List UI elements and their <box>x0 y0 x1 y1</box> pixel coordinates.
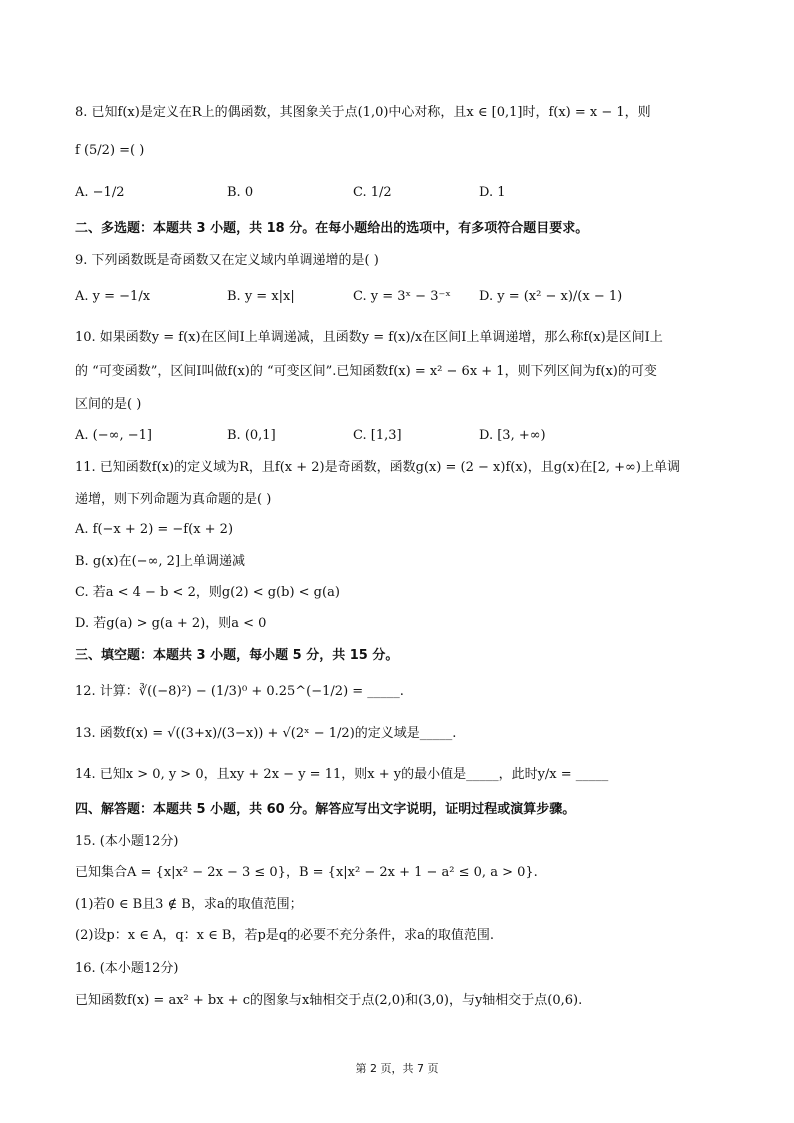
q11-option-a: A. f(−x + 2) = −f(x + 2) <box>75 522 234 537</box>
q8-option-c: C. 1/2 <box>353 185 392 200</box>
q14-stem: 14. 已知x > 0, y > 0，且xy + 2x − y = 11，则x + y的最小值是_____，此时y/x = _____ <box>75 767 609 782</box>
q9-option-d: D. y = (x² − x)/(x − 1) <box>479 289 623 304</box>
q11-option-c: C. 若a < 4 − b < 2，则g(2) < g(b) < g(a) <box>75 585 340 600</box>
q15-line1: 已知集合A = {x|x² − 2x − 3 ≤ 0}，B = {x|x² − 2x + 1 − a² ≤ 0, a > 0}. <box>75 865 538 880</box>
q9-option-a: A. y = −1/x <box>75 289 151 304</box>
q10-stem-line1: 10. 如果函数y = f(x)在区间I上单调递减，且函数y = f(x)/x在区间I上单调递增，那么称f(x)是区间I上 <box>75 330 663 345</box>
q9-stem: 9. 下列函数既是奇函数又在定义域内单调递增的是( ) <box>75 253 379 268</box>
q9-option-b: B. y = x|x| <box>227 289 295 304</box>
q15-line3: (2)设p：x ∈ A，q：x ∈ B，若p是q的必要不充分条件，求a的取值范围. <box>75 928 494 943</box>
q15-title: 15. (本小题12分) <box>75 834 179 849</box>
q11-option-b: B. g(x)在(−∞, 2]上单调递减 <box>75 554 246 569</box>
q11-stem-line1: 11. 已知函数f(x)的定义域为R，且f(x + 2)是奇函数，函数g(x) = (2 − x)f(x)，且g(x)在[2, +∞)上单调 <box>75 460 680 475</box>
q11-stem-line2: 递增，则下列命题为真命题的是( ) <box>75 492 272 507</box>
page-number-footer: 第 2 页，共 7 页 <box>355 1062 439 1075</box>
q15-line2: (1)若0 ∈ B且3 ∉ B，求a的取值范围； <box>75 897 303 912</box>
q10-option-b: B. (0,1] <box>227 428 276 443</box>
q8-option-b: B. 0 <box>227 185 254 200</box>
q10-option-d: D. [3, +∞) <box>479 428 546 443</box>
section-heading-solutions: 四、解答题：本题共 5 小题，共 60 分。解答应写出文字说明，证明过程或演算步骤。 <box>75 802 576 817</box>
q8-option-a: A. −1/2 <box>75 185 125 200</box>
q13-stem: 13. 函数f(x) = √((3+x)/(3−x)) + √(2ˣ − 1/2)的定义域是_____. <box>75 726 457 741</box>
q8-stem-line1: 8. 已知f(x)是定义在R上的偶函数，其图象关于点(1,0)中心对称，且x ∈ [0,1]时，f(x) = x − 1，则 <box>75 105 651 120</box>
q10-stem-line3: 区间的是( ) <box>75 397 142 412</box>
section-heading-multiple-choice: 二、多选题：本题共 3 小题，共 18 分。在每小题给出的选项中，有多项符合题目要求。 <box>75 221 589 236</box>
q10-option-a: A. (−∞, −1] <box>75 428 152 443</box>
q12-stem: 12. 计算：∛((−8)²) − (1/3)⁰ + 0.25^(−1/2) = _____. <box>75 684 404 699</box>
q10-option-c: C. [1,3] <box>353 428 402 443</box>
q10-stem-line2: 的 “可变函数”，区间I叫做f(x)的 “可变区间”.已知函数f(x) = x² − 6x + 1，则下列区间为f(x)的可变 <box>75 364 657 379</box>
q8-option-d: D. 1 <box>479 185 506 200</box>
section-heading-fill-in: 三、填空题：本题共 3 小题，每小题 5 分，共 15 分。 <box>75 648 399 663</box>
q16-title: 16. (本小题12分) <box>75 961 179 976</box>
q9-option-c: C. y = 3ˣ − 3⁻ˣ <box>353 289 451 304</box>
q16-line1: 已知函数f(x) = ax² + bx + c的图象与x轴相交于点(2,0)和(3,0)，与y轴相交于点(0,6). <box>75 993 583 1008</box>
q11-option-d: D. 若g(a) > g(a + 2)，则a < 0 <box>75 616 267 631</box>
q8-stem-line2: f (5/2) =( ) <box>75 143 145 158</box>
